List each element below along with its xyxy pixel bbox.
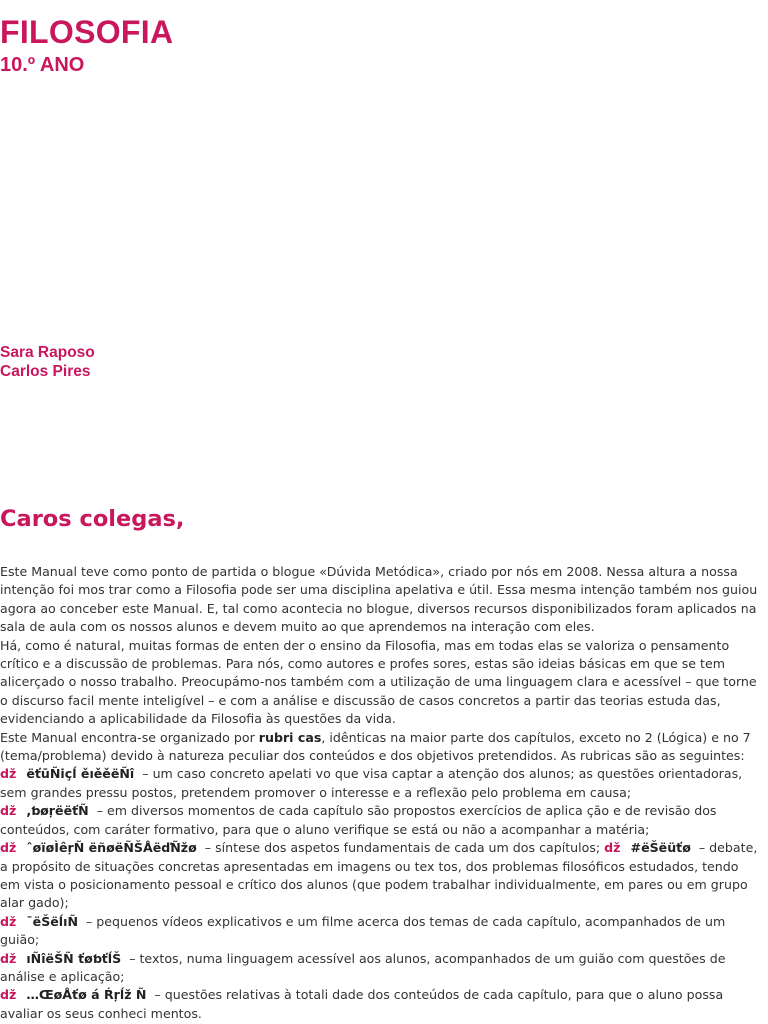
rubric-name: ëťūÑiçĺ ěıěěëÑî: [26, 766, 135, 782]
bullet-mark: dž: [0, 913, 17, 929]
paragraph-text: , idênticas na maior parte dos capítulos, exceto no 2 (Lógica) e no 7 (tema/problema) devido à natureza peculiar dos conteúdos e dos objetivos pretendidos. As rubricas são as seguintes:: [0, 729, 751, 764]
rubric-description: – textos, numa linguagem acessível aos alunos, acompanhados de um guião com questões de análise e aplicação;: [0, 950, 726, 984]
paragraph: Há, como é natural, muitas formas de enten der o ensino da Filosofia, mas em todas elas se valoriza o pensamento crítico e a discussão de problemas. Para nós, como autores e profes sores, estas são ideias básicas em que se tem alicerçado o nosso trabalho. Preocupámo-nos também com a utilização de uma linguagem clara e acessível – que torne o discurso facil mente inteligível – e com a análise e discussão de casos concretos a partir das teorias estuda das, evidenciando a aplicabilidade da Filosofia às questões da vida.: [0, 637, 757, 727]
paragraph-bold-text: rubri cas: [258, 729, 322, 745]
rubric-item: [0, 839, 758, 913]
rubric-name: ˆøïøÌêŗÑ ëñøëÑŠÅëďÑžø: [26, 840, 197, 856]
bullet-mark: dž: [604, 840, 621, 856]
authors-block: [0, 343, 95, 381]
bullet-mark: dž: [0, 840, 17, 856]
paragraph-text: Este Manual encontra-se organizado por: [0, 729, 259, 745]
bullet-mark: dž: [0, 766, 17, 782]
letter-body: [0, 563, 758, 1023]
author-name: Carlos Pires: [0, 363, 91, 380]
rubric-item: [0, 802, 758, 839]
rubric-item: [0, 913, 758, 950]
rubric-description: – debate, a propósito de situações concretas apresentadas em imagens ou tex tos, dos problemas filosóficos estudados, tendo em vista o posicionamento pessoal e crítico dos alunos (que podem trabalhar individualmente, em pares ou em grupo alar gado);: [0, 840, 758, 911]
rubric-name: #ëŠëüťø: [630, 840, 691, 856]
author-name: Sara Raposo: [0, 344, 95, 361]
rubric-item: [0, 986, 758, 1023]
paragraph: Este Manual teve como ponto de partida o blogue «Dúvida Metódica», criado por nós em 2008. Nessa altura a nossa intenção foi mos trar como a Filosofia pode ser uma disciplina apelativa e útil. Essa mesma intenção também nos guiou agora ao conceber este Manual. E, tal como acontecia no blogue, diversos recursos disponibilizados foram aplicados na sala de aula com os nossos alunos e devem muito ao que aprendemos na interação com eles.: [0, 564, 758, 635]
rubric-description: – em diversos momentos de cada capítulo são propostos exercícios de aplica ção e de revisão dos conteúdos, com caráter formativo, para que o aluno verifique se está ou não a acompanhar a matéria;: [0, 803, 717, 837]
cover-subtitle: 10.º ANO: [0, 54, 85, 76]
rubric-name: ,ƅøŗëëťÑ: [26, 803, 89, 819]
paragraph: [0, 729, 758, 766]
rubric-description: – questões relativas à totali dade dos conteúdos de cada capítulo, para que o aluno possa avaliar os seus conheci mentos.: [0, 987, 724, 1021]
rubric-name: …ŒøÅťø á Ŕŗĺž Ñ: [26, 987, 147, 1003]
letter-heading: Caros colegas,: [0, 506, 185, 532]
rubric-item: [0, 950, 758, 987]
rubric-description: – um caso concreto apelati vo que visa captar a atenção dos alunos; as questões orientadoras, sem grandes pressu postos, pretendem promover o interesse e a reflexão pelo problema em causa;: [0, 766, 743, 800]
rubric-name: ıÑîëŠÑ ťøƅťĺŠ: [26, 950, 122, 966]
rubric-name: ¯ëŠëĺıÑ: [26, 913, 78, 929]
bullet-mark: dž: [0, 987, 17, 1003]
rubric-item: [0, 765, 758, 802]
bullet-mark: dž: [0, 950, 17, 966]
cover-title: FILOSOFIA: [0, 14, 174, 50]
rubric-description: – síntese dos aspetos fundamentais de cada um dos capítulos;: [204, 840, 601, 856]
rubric-description: – pequenos vídeos explicativos e um filme acerca dos temas de cada capítulo, acompanhados de um guião;: [0, 913, 726, 948]
bullet-mark: dž: [0, 803, 17, 819]
